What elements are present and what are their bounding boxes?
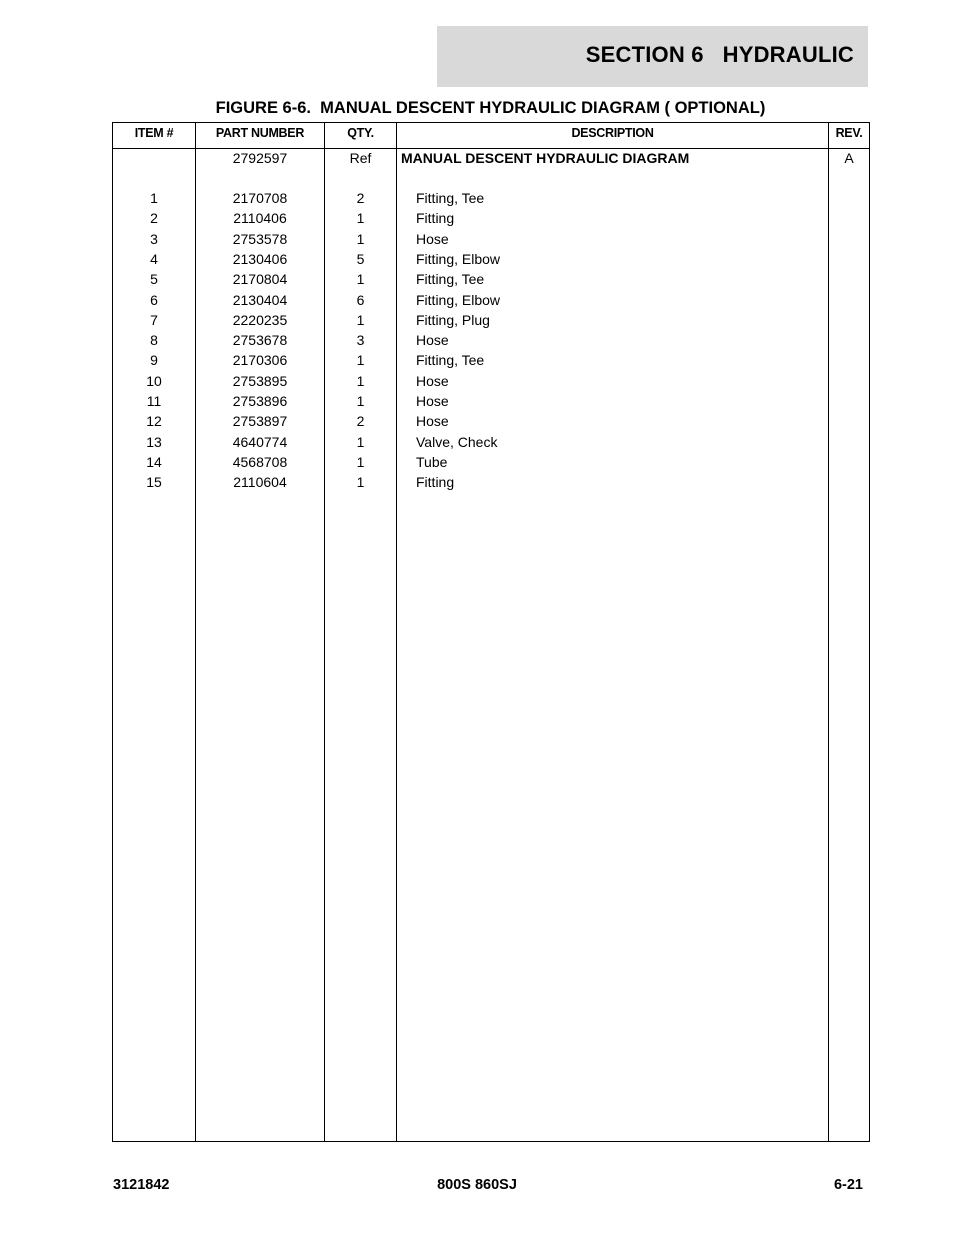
item-number: 8 xyxy=(150,332,158,349)
table-row xyxy=(113,210,869,230)
quantity: 1 xyxy=(356,474,365,491)
item-number: 15 xyxy=(146,474,162,491)
item-number: 3 xyxy=(150,230,158,247)
description: Hose xyxy=(416,372,449,389)
part-number: 2792597 xyxy=(232,150,288,166)
item-number: 11 xyxy=(146,393,162,409)
item-number: 13 xyxy=(146,433,162,450)
page-number: 6-21 xyxy=(833,1177,863,1193)
quantity: 1 xyxy=(356,372,365,389)
item-number: 7 xyxy=(150,311,158,328)
description: Fitting, Elbow xyxy=(416,250,501,267)
item-number: 14 xyxy=(146,453,162,470)
parts-table xyxy=(112,122,870,1142)
item-number: 1 xyxy=(150,190,158,206)
header-part-number: PART NUMBER xyxy=(215,126,305,140)
header-qty: QTY. xyxy=(347,126,374,140)
part-number: 2110406 xyxy=(233,210,287,227)
table-row xyxy=(113,434,869,454)
doc-number: 3121842 xyxy=(113,1177,170,1193)
quantity: 3 xyxy=(356,332,365,349)
description: Fitting, Tee xyxy=(416,352,485,369)
description: Hose xyxy=(416,230,449,247)
description: Hose xyxy=(416,413,449,430)
item-number: 12 xyxy=(146,413,162,430)
item-number: 6 xyxy=(150,291,158,308)
part-number: 2170708 xyxy=(232,190,288,206)
description: Fitting, Elbow xyxy=(416,291,501,308)
item-number: 10 xyxy=(146,372,162,389)
part-number: 2753897 xyxy=(232,413,288,430)
description: Fitting, Tee xyxy=(416,190,485,206)
quantity: 1 xyxy=(356,311,365,328)
quantity: 6 xyxy=(356,291,365,308)
description: Tube xyxy=(416,453,448,470)
table-row xyxy=(113,352,869,372)
quantity: 2 xyxy=(356,190,365,206)
description: Fitting xyxy=(416,210,455,227)
table-row xyxy=(113,150,869,170)
header-item: ITEM # xyxy=(134,126,174,140)
table-row xyxy=(113,393,869,413)
header-description: DESCRIPTION xyxy=(571,126,654,140)
quantity: 1 xyxy=(356,230,365,247)
part-number: 4640774 xyxy=(232,433,288,450)
quantity: 1 xyxy=(356,210,365,227)
section-banner xyxy=(437,26,868,87)
part-number: 2110604 xyxy=(233,474,287,491)
table-row xyxy=(113,454,869,474)
part-number: 2170306 xyxy=(232,352,288,369)
table-row xyxy=(113,332,869,352)
part-number: 2753678 xyxy=(232,332,288,349)
header-rev: REV. xyxy=(835,126,863,140)
item-number: 5 xyxy=(150,271,158,288)
header-divider xyxy=(113,148,869,149)
description: Hose xyxy=(416,393,449,409)
quantity: 5 xyxy=(356,250,365,267)
item-number: 9 xyxy=(150,352,158,369)
description: Fitting, Plug xyxy=(416,311,490,328)
quantity: 1 xyxy=(356,352,365,369)
quantity: 1 xyxy=(356,271,365,288)
quantity: 1 xyxy=(356,453,365,470)
section-title: SECTION 6 HYDRAULIC xyxy=(585,42,854,67)
table-row xyxy=(113,251,869,271)
revision: A xyxy=(844,150,854,166)
model-name: 800S 860SJ xyxy=(437,1177,517,1193)
part-number: 2753896 xyxy=(232,393,288,409)
table-row xyxy=(113,271,869,291)
description: MANUAL DESCENT HYDRAULIC DIAGRAM xyxy=(401,150,690,166)
table-row xyxy=(113,292,869,312)
table-row xyxy=(113,312,869,332)
item-number: 4 xyxy=(150,250,158,267)
part-number: 2170804 xyxy=(232,271,288,288)
item-number: 2 xyxy=(150,210,158,227)
description: Hose xyxy=(416,332,449,349)
part-number: 2753895 xyxy=(232,372,288,389)
table-row xyxy=(113,474,869,494)
part-number: 2753578 xyxy=(232,230,288,247)
quantity: 1 xyxy=(356,433,365,450)
part-number: 4568708 xyxy=(232,453,288,470)
quantity: 1 xyxy=(356,393,365,409)
figure-title: FIGURE 6-6. MANUAL DESCENT HYDRAULIC DIAGRAM ( OPTIONAL) xyxy=(215,99,766,117)
table-row xyxy=(113,190,869,210)
table-row xyxy=(113,373,869,393)
part-number: 2130406 xyxy=(232,250,288,267)
table-row xyxy=(113,413,869,433)
part-number: 2130404 xyxy=(232,291,288,308)
description: Fitting, Tee xyxy=(416,271,485,288)
part-number: 2220235 xyxy=(232,311,288,328)
description: Valve, Check xyxy=(416,433,498,450)
description: Fitting xyxy=(416,474,455,491)
table-row xyxy=(113,231,869,251)
quantity: 2 xyxy=(356,413,365,430)
quantity: Ref xyxy=(349,150,372,166)
